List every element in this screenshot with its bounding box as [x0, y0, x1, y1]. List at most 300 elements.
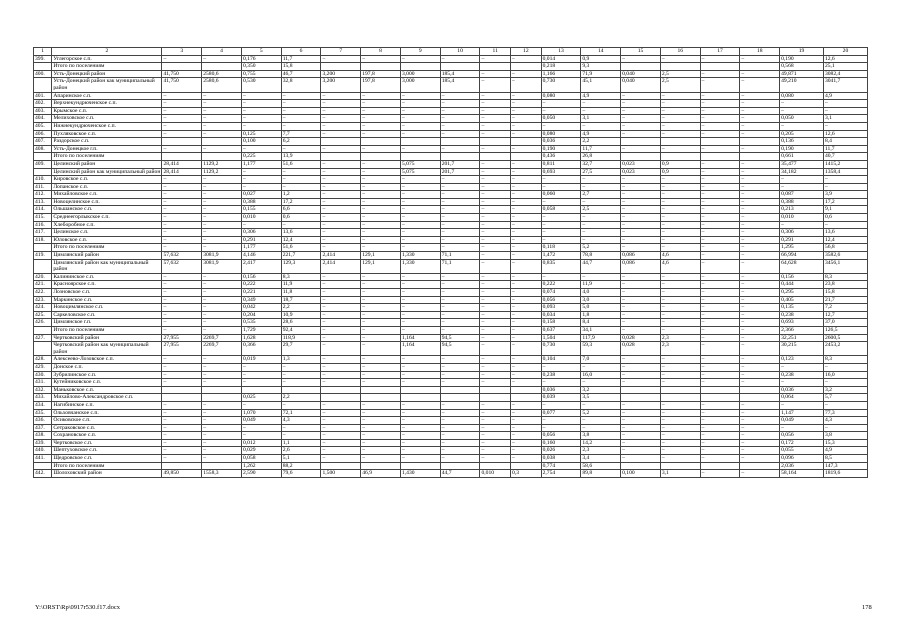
table-cell: 407.	[34, 138, 52, 146]
table-cell: –	[581, 229, 621, 237]
table-cell: –	[511, 356, 542, 364]
table-cell: –	[281, 424, 321, 432]
table-cell: –	[440, 176, 480, 184]
table-cell: –	[621, 115, 661, 123]
table-cell: –	[202, 417, 242, 425]
column-number-cell: 8	[361, 48, 401, 56]
table-cell: 0,104	[541, 356, 581, 364]
table-cell: 2,7	[581, 191, 621, 199]
table-cell: 0,050	[541, 115, 581, 123]
table-cell: –	[241, 379, 281, 387]
table-cell: –	[162, 236, 202, 244]
settlement-name-cell: Апаринское с.п.	[52, 92, 162, 100]
table-cell: –	[162, 221, 202, 229]
table-cell	[400, 153, 440, 161]
table-cell	[740, 462, 780, 470]
table-cell: 0,405	[780, 296, 824, 304]
table-cell: –	[660, 236, 700, 244]
table-cell: –	[621, 447, 661, 455]
table-cell: –	[700, 289, 740, 297]
table-cell: 1,166	[541, 70, 581, 78]
table-cell: 49,871	[780, 70, 824, 78]
table-cell: 0,350	[241, 63, 281, 71]
table-cell	[621, 63, 661, 71]
table-cell: –	[780, 424, 824, 432]
table-cell: 0,6	[823, 214, 867, 222]
table-cell	[511, 63, 542, 71]
settlement-name-cell: Углегорское с.п.	[52, 55, 162, 63]
table-cell: 0,291	[780, 236, 824, 244]
table-cell: 0,238	[780, 371, 824, 379]
table-row	[34, 371, 868, 379]
table-cell: –	[321, 379, 361, 387]
table-cell: –	[162, 198, 202, 206]
table-row	[34, 462, 868, 470]
table-cell: 429.	[34, 363, 52, 371]
table-cell: –	[361, 289, 401, 297]
table-cell: –	[480, 130, 511, 138]
table-cell: 12,4	[823, 236, 867, 244]
table-cell: –	[511, 160, 542, 168]
table-cell: –	[162, 289, 202, 297]
settlement-name-cell: Зубрилинское с.п.	[52, 371, 162, 379]
table-cell	[660, 153, 700, 161]
table-cell: –	[321, 115, 361, 123]
table-cell: –	[541, 229, 581, 237]
table-cell	[511, 153, 542, 161]
table-cell: –	[480, 273, 511, 281]
table-cell: 34,1	[581, 326, 621, 334]
table-cell: –	[740, 214, 780, 222]
table-cell: –	[321, 326, 361, 334]
table-cell: –	[740, 334, 780, 342]
table-cell: –	[440, 107, 480, 115]
header-row	[34, 48, 868, 56]
table-cell: 0,014	[541, 55, 581, 63]
table-cell: 2,754	[541, 470, 581, 478]
table-cell: 3,2	[581, 386, 621, 394]
table-cell	[34, 63, 52, 71]
column-number-cell: 19	[780, 48, 824, 56]
table-cell: 0,9	[660, 160, 700, 168]
table-cell: –	[361, 229, 401, 237]
table-cell: –	[400, 145, 440, 153]
table-cell: –	[162, 311, 202, 319]
table-cell: 410.	[34, 176, 52, 184]
table-cell: –	[321, 342, 361, 356]
table-cell: –	[162, 281, 202, 289]
table-cell: –	[400, 363, 440, 371]
table-cell: 0,123	[780, 356, 824, 364]
table-cell: –	[511, 92, 542, 100]
table-row	[34, 470, 868, 478]
table-row	[34, 138, 868, 146]
table-row	[34, 386, 868, 394]
table-cell: –	[281, 145, 321, 153]
table-cell: –	[621, 304, 661, 312]
page-number: 178	[862, 604, 872, 611]
table-cell	[511, 386, 542, 394]
table-cell: –	[660, 417, 700, 425]
table-cell: –	[780, 122, 824, 130]
table-cell	[480, 394, 511, 402]
table-cell	[241, 386, 281, 394]
table-cell	[660, 394, 700, 402]
table-cell: 0,023	[621, 168, 661, 176]
table-cell: –	[740, 122, 780, 130]
table-cell: 147,3	[823, 462, 867, 470]
table-cell: –	[321, 206, 361, 214]
table-cell: 1,2	[281, 191, 321, 199]
table-cell: 5,2	[581, 244, 621, 252]
table-cell: 0,155	[241, 206, 281, 214]
table-cell: –	[241, 432, 281, 440]
table-cell: –	[700, 334, 740, 342]
table-cell: 185,4	[440, 78, 480, 92]
table-cell: –	[480, 401, 511, 409]
table-cell: 7,2	[823, 304, 867, 312]
table-cell: 117,9	[581, 334, 621, 342]
settlement-name-cell: Усть-Донецкий район как муниципальный район	[52, 78, 162, 92]
table-cell: –	[511, 319, 542, 327]
table-row	[34, 70, 868, 78]
table-cell: 0,693	[780, 319, 824, 327]
table-cell: –	[241, 145, 281, 153]
table-cell: –	[162, 424, 202, 432]
table-cell: –	[541, 273, 581, 281]
table-cell: –	[202, 100, 242, 108]
table-cell: 0,661	[780, 153, 824, 161]
table-cell	[700, 138, 740, 146]
table-cell: –	[202, 319, 242, 327]
table-cell: 1,164	[400, 334, 440, 342]
table-cell: –	[480, 145, 511, 153]
table-cell: –	[740, 229, 780, 237]
table-cell: –	[700, 363, 740, 371]
table-cell: –	[400, 214, 440, 222]
table-cell: 2,417	[241, 259, 281, 273]
table-cell: 3,2	[823, 386, 867, 394]
table-cell: –	[321, 447, 361, 455]
table-cell: –	[740, 401, 780, 409]
table-cell: 3041,7	[823, 78, 867, 92]
table-cell: –	[400, 191, 440, 199]
table-cell	[700, 153, 740, 161]
table-cell: –	[202, 221, 242, 229]
table-cell: –	[700, 176, 740, 184]
table-cell: –	[361, 363, 401, 371]
table-cell: 0,238	[541, 371, 581, 379]
statistics-table-container	[33, 47, 868, 478]
table-cell: –	[700, 319, 740, 327]
table-cell: 415.	[34, 214, 52, 222]
table-cell: 27,5	[581, 168, 621, 176]
table-row	[34, 409, 868, 417]
table-cell: –	[621, 371, 661, 379]
column-number-cell: 18	[740, 48, 780, 56]
table-cell: 0,087	[780, 191, 824, 199]
table-cell: –	[400, 236, 440, 244]
table-cell: 3,8	[581, 432, 621, 440]
table-cell: –	[700, 432, 740, 440]
table-cell: –	[480, 319, 511, 327]
table-row	[34, 379, 868, 387]
table-cell: 26,8	[581, 153, 621, 161]
table-cell: –	[511, 401, 542, 409]
table-cell: –	[700, 70, 740, 78]
column-number-cell: 6	[281, 48, 321, 56]
table-cell: –	[660, 319, 700, 327]
column-number-cell: 3	[162, 48, 202, 56]
table-cell: –	[511, 252, 542, 260]
table-cell: 3,200	[321, 70, 361, 78]
table-cell: 3082,4	[823, 70, 867, 78]
table-cell: –	[281, 92, 321, 100]
table-cell: –	[621, 401, 661, 409]
table-cell: 51,6	[281, 244, 321, 252]
table-cell: 64,628	[780, 259, 824, 273]
table-cell: 0,077	[541, 409, 581, 417]
table-cell: 0,023	[621, 160, 661, 168]
table-cell	[740, 63, 780, 71]
table-cell: 0,039	[541, 394, 581, 402]
table-cell: –	[281, 107, 321, 115]
table-cell: 1129,2	[202, 168, 242, 176]
column-number-cell: 7	[321, 48, 361, 56]
table-cell: 0,025	[241, 394, 281, 402]
table-cell: –	[440, 221, 480, 229]
table-cell: 1,628	[241, 334, 281, 342]
table-cell: –	[440, 244, 480, 252]
table-row	[34, 432, 868, 440]
table-cell: –	[361, 107, 401, 115]
table-cell: –	[361, 55, 401, 63]
table-cell: –	[740, 289, 780, 297]
table-cell: –	[700, 342, 740, 356]
table-cell: –	[480, 115, 511, 123]
table-cell: –	[281, 100, 321, 108]
table-cell: –	[660, 455, 700, 463]
table-row	[34, 244, 868, 252]
column-number-cell: 15	[621, 48, 661, 56]
table-cell: –	[480, 78, 511, 92]
table-cell: –	[162, 107, 202, 115]
table-row	[34, 455, 868, 463]
table-cell: 404.	[34, 115, 52, 123]
table-cell: –	[740, 439, 780, 447]
table-cell: 0,056	[541, 432, 581, 440]
table-cell: 2,2	[281, 394, 321, 402]
table-cell: –	[740, 417, 780, 425]
table-cell: –	[321, 273, 361, 281]
table-cell: –	[202, 363, 242, 371]
table-cell: –	[480, 100, 511, 108]
table-cell: 0,028	[621, 342, 661, 356]
table-cell: –	[541, 221, 581, 229]
table-cell: –	[241, 363, 281, 371]
table-cell: –	[321, 183, 361, 191]
table-cell	[321, 394, 361, 402]
table-cell: –	[660, 371, 700, 379]
table-cell: –	[740, 78, 780, 92]
table-cell: –	[660, 206, 700, 214]
table-cell: 9,3	[581, 63, 621, 71]
table-cell: –	[202, 326, 242, 334]
table-cell: –	[281, 122, 321, 130]
statistics-table	[33, 47, 868, 478]
table-cell: –	[621, 281, 661, 289]
table-cell: 0,038	[541, 455, 581, 463]
table-cell: –	[660, 401, 700, 409]
table-cell: –	[162, 363, 202, 371]
table-cell: 5,2	[581, 409, 621, 417]
table-cell: –	[541, 236, 581, 244]
table-cell: –	[700, 78, 740, 92]
table-cell: –	[400, 229, 440, 237]
table-cell: 14,2	[581, 439, 621, 447]
settlement-name-cell: Новоцелинское с.п.	[52, 198, 162, 206]
table-cell: –	[621, 55, 661, 63]
table-cell: 5,075	[400, 168, 440, 176]
table-cell: –	[621, 296, 661, 304]
table-cell: –	[440, 289, 480, 297]
table-cell: –	[400, 281, 440, 289]
table-cell: –	[361, 281, 401, 289]
table-cell: –	[541, 107, 581, 115]
settlement-name-cell: Ольшанское с.п.	[52, 206, 162, 214]
table-cell: –	[511, 273, 542, 281]
table-cell	[511, 462, 542, 470]
settlement-name-cell: Цимлянский район как муниципальный район	[52, 259, 162, 273]
table-cell: 0,213	[780, 206, 824, 214]
table-cell: –	[700, 259, 740, 273]
table-cell: –	[511, 100, 542, 108]
table-cell	[440, 138, 480, 146]
table-cell: 0,049	[241, 417, 281, 425]
table-cell	[480, 153, 511, 161]
table-cell: –	[202, 371, 242, 379]
table-cell	[480, 386, 511, 394]
table-cell: 414.	[34, 206, 52, 214]
table-cell: –	[202, 311, 242, 319]
table-row	[34, 198, 868, 206]
table-cell: 0,058	[241, 455, 281, 463]
table-cell: –	[700, 401, 740, 409]
table-cell	[321, 63, 361, 71]
table-cell: –	[700, 371, 740, 379]
table-cell: 2,2	[581, 138, 621, 146]
table-cell: –	[281, 432, 321, 440]
table-row	[34, 214, 868, 222]
table-cell: –	[361, 326, 401, 334]
table-cell: –	[780, 176, 824, 184]
table-cell: –	[162, 417, 202, 425]
settlement-name-cell: Нижнекундрюченское с.п.	[52, 122, 162, 130]
table-cell: –	[581, 221, 621, 229]
table-cell: –	[660, 424, 700, 432]
table-cell: –	[660, 439, 700, 447]
table-cell	[34, 259, 52, 273]
table-cell: 5,0	[581, 304, 621, 312]
table-cell: –	[541, 214, 581, 222]
table-cell	[162, 138, 202, 146]
table-cell: 1,330	[400, 259, 440, 273]
table-cell: –	[400, 409, 440, 417]
table-cell	[321, 138, 361, 146]
table-cell: –	[321, 296, 361, 304]
table-cell: –	[162, 145, 202, 153]
settlement-name-cell: Сетраковское с.п.	[52, 424, 162, 432]
table-cell: 0,055	[780, 447, 824, 455]
table-cell: 1,8	[581, 311, 621, 319]
footer-file-path: Y:\ORST\Rp\0917r530.f17.docx	[35, 604, 120, 611]
table-cell: –	[740, 191, 780, 199]
table-cell: 28,414	[162, 168, 202, 176]
table-cell: 71,9	[581, 70, 621, 78]
table-cell: –	[700, 160, 740, 168]
table-cell: –	[440, 356, 480, 364]
settlement-name-cell: Кутейниковское с.п.	[52, 379, 162, 387]
table-cell: 8,3	[823, 356, 867, 364]
table-cell: –	[162, 176, 202, 184]
table-cell: 30,215	[780, 342, 824, 356]
table-cell: 6,2	[281, 138, 321, 146]
table-cell: –	[621, 244, 661, 252]
table-cell: –	[621, 183, 661, 191]
table-cell: –	[361, 342, 401, 356]
table-cell: 32,8	[281, 78, 321, 92]
table-cell: –	[621, 363, 661, 371]
table-cell: 0,388	[241, 198, 281, 206]
table-cell: 0,221	[241, 289, 281, 297]
table-cell: –	[241, 176, 281, 184]
settlement-name-cell: Шептуховское с.п.	[52, 447, 162, 455]
table-cell: 5,075	[400, 160, 440, 168]
table-cell: –	[511, 176, 542, 184]
table-cell: 0,190	[780, 145, 824, 153]
table-row	[34, 236, 868, 244]
table-cell: –	[660, 363, 700, 371]
table-cell: –	[440, 296, 480, 304]
table-cell: 2,5	[660, 78, 700, 92]
table-cell: –	[321, 130, 361, 138]
table-cell: 185,4	[440, 70, 480, 78]
table-cell: –	[400, 221, 440, 229]
table-cell: –	[581, 273, 621, 281]
table-cell: –	[700, 115, 740, 123]
table-cell: –	[202, 281, 242, 289]
table-cell: –	[511, 409, 542, 417]
table-cell: –	[321, 401, 361, 409]
table-cell: –	[740, 447, 780, 455]
table-cell: –	[740, 100, 780, 108]
table-cell: 13,9	[281, 153, 321, 161]
settlement-name-cell: Калининское с.п.	[52, 273, 162, 281]
table-cell: 92,4	[281, 326, 321, 334]
table-cell: –	[621, 311, 661, 319]
table-cell: –	[162, 122, 202, 130]
table-cell	[162, 386, 202, 394]
table-cell: 17,2	[823, 198, 867, 206]
settlement-name-cell: Красноярское с.п.	[52, 281, 162, 289]
table-cell: –	[361, 273, 401, 281]
table-cell: –	[440, 409, 480, 417]
table-cell: –	[660, 115, 700, 123]
table-cell: –	[202, 379, 242, 387]
settlement-name-cell: Кировское с.п.	[52, 176, 162, 184]
table-cell: –	[511, 122, 542, 130]
table-cell: –	[400, 273, 440, 281]
